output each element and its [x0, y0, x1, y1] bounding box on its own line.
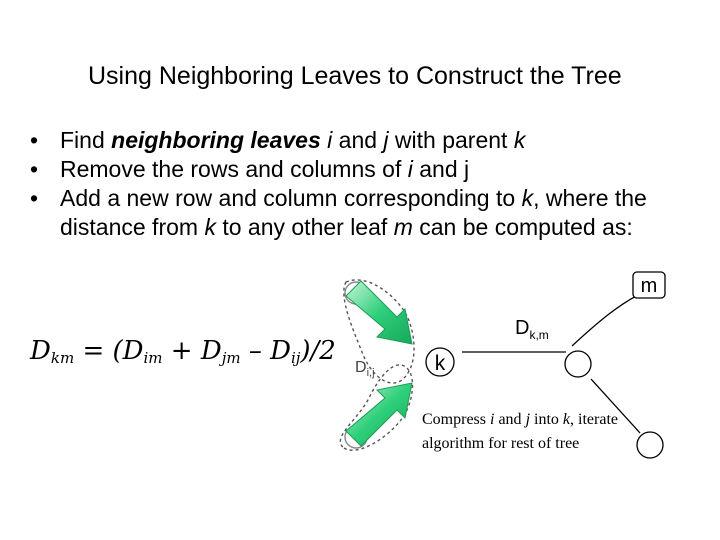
- dij-sub: i,j: [366, 367, 375, 379]
- caption-text: Compress: [422, 411, 490, 428]
- bullet-text: , where the distance from: [60, 185, 647, 240]
- formula-part: D: [30, 336, 51, 366]
- var-m: m: [393, 214, 413, 240]
- var-k: k: [521, 185, 534, 211]
- bullet-text: with parent: [388, 127, 514, 153]
- bullet-text: and j: [412, 156, 470, 182]
- formula-subscript: im: [143, 349, 163, 367]
- bullet-dot: •: [30, 127, 39, 153]
- dij-label: [355, 359, 375, 379]
- arrow-top-green: [346, 281, 412, 344]
- lower-leaf-node: [637, 432, 663, 458]
- caption-text: into: [530, 411, 563, 428]
- var-k: k: [204, 214, 216, 240]
- arrow-bottom-green: [346, 383, 412, 446]
- bullet-text: Add a new row and column corresponding to: [60, 185, 522, 211]
- formula-subscript: km: [50, 349, 75, 367]
- internal-node: [565, 351, 591, 377]
- var-j: j: [383, 127, 389, 153]
- slide-title: Using Neighboring Leaves to Construct the Tree: [88, 62, 622, 90]
- var-k: k: [513, 127, 526, 153]
- caption-var-k: k: [562, 411, 571, 428]
- bullet-emphasis: neighboring leaves: [111, 127, 321, 153]
- diagram-caption: [422, 408, 632, 456]
- bullet-dot: •: [30, 156, 39, 182]
- var-i: i: [407, 156, 413, 182]
- dij-main: D: [355, 359, 367, 376]
- formula-subscript: ij: [290, 349, 301, 367]
- bullet-text: Remove the rows and columns of: [60, 156, 408, 182]
- caption-text: and: [494, 411, 526, 428]
- formula-part: – D: [240, 336, 291, 366]
- formula-part: = (D: [74, 336, 144, 366]
- node-k-label: k: [434, 352, 446, 375]
- bullet-text: Find: [60, 127, 112, 153]
- formula-part: + D: [162, 336, 222, 366]
- bullet-text: and: [332, 127, 384, 153]
- bullet-dot: •: [30, 185, 39, 211]
- bullet-text: to any other leaf: [215, 214, 394, 240]
- edge-to-m: [572, 294, 640, 346]
- dkm-main: D: [515, 317, 530, 339]
- dkm-label: [515, 317, 549, 342]
- formula-subscript: jm: [221, 349, 241, 367]
- caption-text: , iterate algorithm for rest of tree: [422, 411, 618, 452]
- caption-var-i: i: [490, 411, 495, 428]
- dkm-sub: k,m: [529, 328, 549, 342]
- formula-part: )/2: [300, 336, 336, 366]
- node-m-label: m: [640, 275, 658, 297]
- var-i: i: [327, 127, 333, 153]
- bullet-text: can be computed as:: [412, 214, 633, 240]
- caption-var-j: j: [525, 411, 531, 428]
